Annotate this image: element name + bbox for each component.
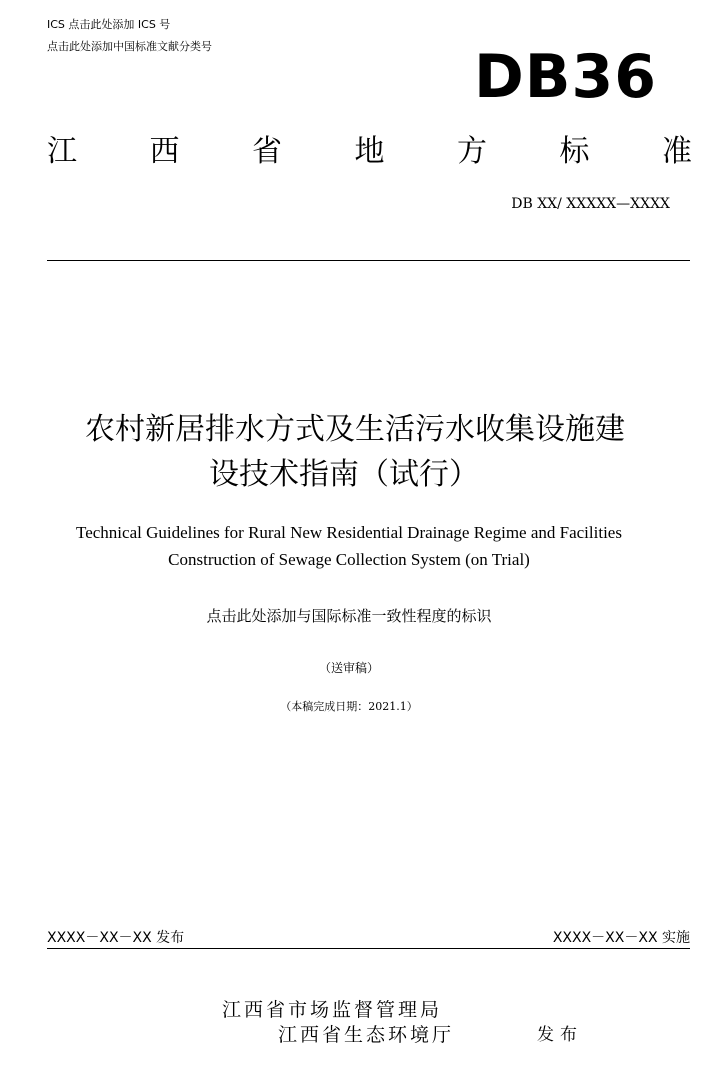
bottom-divider bbox=[47, 948, 690, 949]
db-code: DB36 bbox=[474, 42, 658, 112]
release-date: XXXX－XX－XX 发布 bbox=[47, 930, 185, 946]
issuer-ecology-environment: 江西省生态环境厅 bbox=[278, 1024, 455, 1046]
ics-number: ICS 点击此处添加 ICS 号 bbox=[47, 18, 171, 31]
standard-type-char: 准 bbox=[662, 134, 692, 169]
standard-type-char: 方 bbox=[457, 134, 487, 169]
implementation-date: XXXX－XX－XX 实施 bbox=[552, 930, 690, 946]
consistency-note: 点击此处添加与国际标准一致性程度的标识 bbox=[206, 607, 492, 625]
title-chinese-line-2: 设技术指南（试行） bbox=[209, 457, 479, 492]
standard-type-char: 地 bbox=[354, 134, 385, 169]
standard-type bbox=[47, 135, 692, 169]
publish-label: 发布 bbox=[537, 1025, 583, 1045]
standard-type-char: 省 bbox=[252, 134, 282, 169]
title-english-line-1: Technical Guidelines for Rural New Residential Drainage Regime and Facilities bbox=[76, 523, 622, 542]
standard-type-char: 标 bbox=[559, 134, 590, 169]
draft-date: （本稿完成日期：2021.1） bbox=[280, 700, 418, 713]
title-english-line-2: Construction of Sewage Collection System (on Trial) bbox=[168, 550, 530, 569]
standard-type-char: 西 bbox=[149, 134, 180, 169]
top-divider bbox=[47, 260, 690, 261]
classification-number: 点击此处添加中国标准文献分类号 bbox=[47, 40, 212, 53]
standard-number: DB XX/ XXXXX—XXXX bbox=[511, 196, 670, 212]
issuer-market-supervision: 江西省市场监督管理局 bbox=[222, 999, 443, 1021]
title-chinese-line-1: 农村新居排水方式及生活污水收集设施建 bbox=[85, 412, 625, 447]
standard-type-char: 江 bbox=[47, 134, 77, 169]
draft-status: （送审稿） bbox=[318, 661, 379, 675]
